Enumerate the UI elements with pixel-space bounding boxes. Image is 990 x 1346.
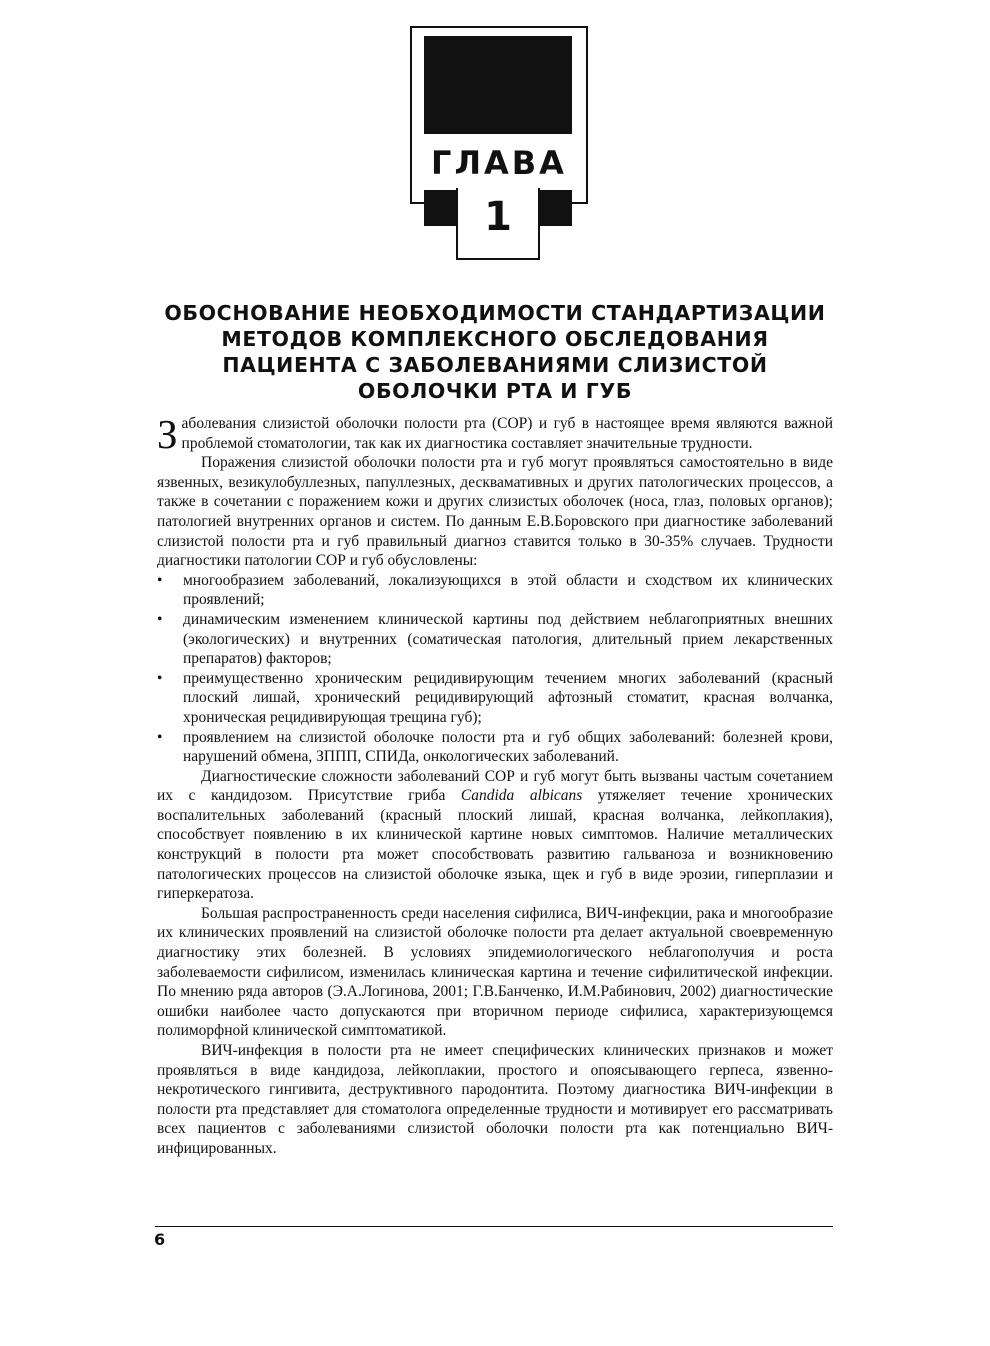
list-item: • динамическим изменением клинической картины под действием неблагоприятных внешних (экологических) и внутренних (соматическая патология, длительный прием лекарственных препаратов) факторов; [157,610,833,669]
paragraph [157,411,833,457]
list-item: • многообразием заболеваний, локализующихся в этой области и сходством их клинических проявлений; [157,571,833,610]
title-line: МЕТОДОВ КОМПЛЕКСНОГО ОБСЛЕДОВАНИЯ [221,327,769,351]
paragraph-text: Диагностические сложности заболеваний СОР и губ могут быть вызваны частым сочетанием их с кандидозом. Присутствие гриба [157,767,833,805]
paragraph: Большая распространенность среди населения сифилиса, ВИЧ-инфекции, рака и многообразие их клинических проявлений на слизистой оболочке полости рта делает актуальной своевременную диагностику этих болезней. В условиях эпидемиологического неблагополучия и роста заболеваемости сифилисом, изменилась клиническая картина и течение сифилитической инфекции. По мнению ряда авторов (Э.А.Логинова, 2001; Г.В.Банченко, И.М.Рабинович, 2002) диагностические ошибки наиболее часто допускаются при вторичном периоде сифилиса, характеризующемся полиморфной клинической симптоматикой. [157,904,833,1040]
emblem-left-square [424,190,456,226]
page-number: 6 [154,1230,166,1249]
chapter-emblem [410,26,588,238]
drop-cap: З [157,411,178,457]
paragraph-text: утяжеляет течение хронических воспалительных заболеваний (красный плоский лишай, красная волчанка, лейкоплакия), способствует появлению в их клинической картине новых симптомов. Наличие металлических конструкций в полости рта может способствовать развитию гальваноза и возникновению патологических процессов на слизистой оболочке языка, щек и губ в виде эрозии, гиперплазии и гиперкератоза. [157,787,834,903]
footer-divider [155,1226,833,1227]
paragraph: ВИЧ-инфекция в полости рта не имеет специфических клинических признаков и может проявляться в виде кандидоза, лейкоплакии, простого и опоясывающего герпеса, язвенно-некротического гингивита, деструктивного пародонтита. Поэтому диагностика ВИЧ-инфекции в полости рта представляет для стоматолога определенные трудности и мотивирует его рассматривать всех пациентов с заболеваниями слизистой оболочки полости рта как потенциально ВИЧ-инфицированных. [157,1042,833,1157]
chapter-title [150,300,840,404]
body-text [157,411,834,1159]
paragraph-text: аболевания слизистой оболочки полости рта (СОР) и губ в настоящее время являются важной проблемой стоматологии, так как их диагностика составляет значительные трудности. [181,415,833,452]
paragraph [157,767,833,904]
paragraph: Поражения слизистой оболочки полости рта и губ могут проявляться самостоятельно в виде язвенных, везикулобуллезных, папуллезных, десквамативных и других патологических процессов, а также в сочетании с поражением кожи и других слизистых оболочек (носа, глаз, половых органов); патологией внутренних органов и систем. По данным Е.В.Боровского при диагностике заболеваний слизистой полости рта и губ правильный диагноз ставится только в 30-35% случаев. Трудности диагностики патологии СОР и губ обусловлены: [157,454,833,570]
title-line: ПАЦИЕНТА С ЗАБОЛЕВАНИЯМИ СЛИЗИСТОЙ [222,353,768,377]
emblem-right-square [540,190,572,226]
chapter-label: ГЛАВА [431,144,567,182]
bullet-list [157,571,833,767]
chapter-number: 1 [484,194,512,240]
italic-term: Candida albicans [460,787,583,805]
emblem-black-block [424,36,572,134]
chapter-number-box [456,188,540,260]
list-item: • преимущественно хроническим рецидивирующим течением многих заболеваний (красный плоский лишай, хронический рецидивирующий афтозный стоматит, красная волчанка, хроническая рецидивирующая трещина губ); [157,669,833,728]
list-item: • проявлением на слизистой оболочке полости рта и губ общих заболеваний: болезней крови, нарушений обмена, ЗППП, СПИДа, онкологических заболеваний. [157,728,833,767]
title-line: ОБОСНОВАНИЕ НЕОБХОДИМОСТИ СТАНДАРТИЗАЦИИ [164,301,826,325]
title-line: ОБОЛОЧКИ РТА И ГУБ [357,379,633,403]
